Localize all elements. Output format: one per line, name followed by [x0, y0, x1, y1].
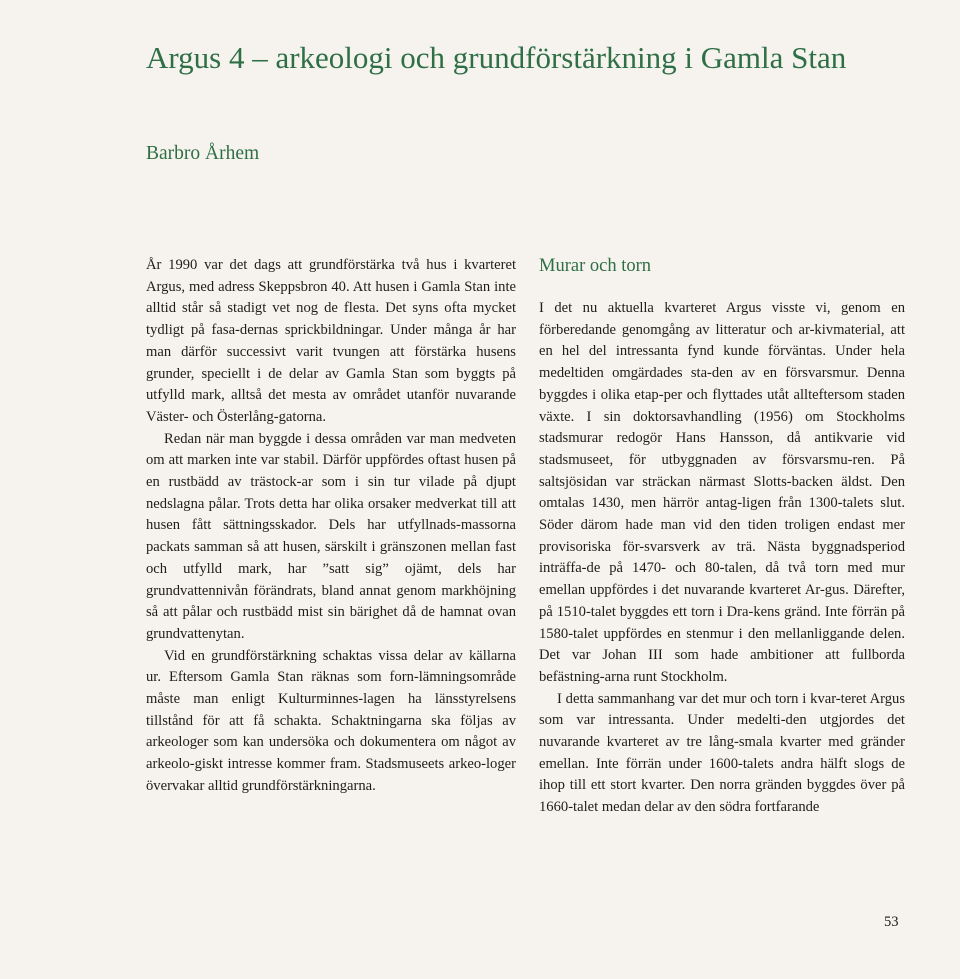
- left-paragraph-3: Vid en grundförstärkning schaktas vissa delar av källarna ur. Eftersom Gamla Stan räknas som forn-lämningsområde måste man enligt Kulturminnes-lagen ha länsstyrelsens tillstånd för att få schakta. Schaktningarna ska följas av arkeologer som kan undersöka och dokumentera om något av arkeolo-giskt intresse kommer fram. Stadsmuseets arkeo-loger övervakar alltid grundförstärkningarna.: [146, 647, 516, 794]
- right-column: [539, 254, 905, 819]
- author-name: Barbro Århem: [146, 143, 260, 164]
- section-heading: Murar och torn: [539, 256, 651, 276]
- left-column: [146, 255, 516, 798]
- right-paragraph-1: I det nu aktuella kvarteret Argus visste vi, genom en förberedande genomgång av litteratur och ar-kivmaterial, att en hel del intressanta fynd kunde förväntas. Under hela medeltiden omgärdades sta-den av en försvarsmur. Denna byggdes i olika etap-per och flyttades utåt allteftersom staden växte. I sin doktorsavhandling (1956) om Stockholms stadsmurar redogör Hans Hansson, då antikvarie vid stadsmuseet, för utbyggnaden av försvarsmu-ren. På saltsjösidan var sträckan närmast Slotts-backen äldst. Den omtalas 1430, men härrör antag-ligen från 1300-talets slut. Söder därom hade man vid den tiden troligen endast mer provisoriska för-svarsverk av trä. Nästa byggnadsperiod inträffa-de på 1470- och 80-talen, då två torn med mur emellan uppfördes i det nuvarande kvarteret Ar-gus. Därefter, på 1510-talet byggdes ett torn i Dra-kens gränd. Inte förrän på 1580-talet uppfördes en stenmur i den mellanliggande delen. Det var Johan III som hade ambitioner att fullborda befästning-arna runt Stockholm.: [539, 300, 905, 685]
- right-paragraph-2: I detta sammanhang var det mur och torn i kvar-teret Argus som var intressanta. Under medelti-den utgjordes det nuvarande kvarteret av tre lång-smala kvarter med gränder emellan. Inte förrän under 1600-talets andra hälft slogs de ihop till ett stort kvarter. Den norra gränden byggdes över på 1660-talet medan delar av den södra fortfarande: [539, 690, 905, 816]
- page-number: 53: [884, 914, 899, 930]
- left-paragraph-2: Redan när man byggde i dessa områden var man medveten om att marken inte var stabil. Därför uppfördes oftast husen på en rustbädd av trästock-ar som i sin tur vilade på djupt nedslagna pålar. Trots detta har olika orsaker medverkat till att husen fått sättningsskador. Dels har utfyllnads-massorna packats samman så att husen, särskilt i gränszonen mellan fast och utfylld mark, har ”satt sig” ojämt, dels har grundvattennivån förändrats, bland annat genom markhöjning så att pålar och rustbädd mist sin bärighet då de hamnat ovan grundvattenytan.: [146, 430, 516, 642]
- page-title: Argus 4 – arkeologi och grundförstärkning i Gamla Stan: [146, 40, 847, 75]
- left-paragraph-1: År 1990 var det dags att grundförstärka två hus i kvarteret Argus, med adress Skeppsbron 40. Att husen i Gamla Stan inte alltid står så stadigt vet nog de flesta. Det syns ofta mycket tydligt på fasa-dernas sprickbildningar. Under många år har man därför successivt varit tvungen att förstärka husens grunder, speciellt i de delar av Gamla Stan som byggts på utfylld mark, alltså det mesta av området utanför nuvarande Väster- och Österlång-gatorna.: [146, 257, 516, 425]
